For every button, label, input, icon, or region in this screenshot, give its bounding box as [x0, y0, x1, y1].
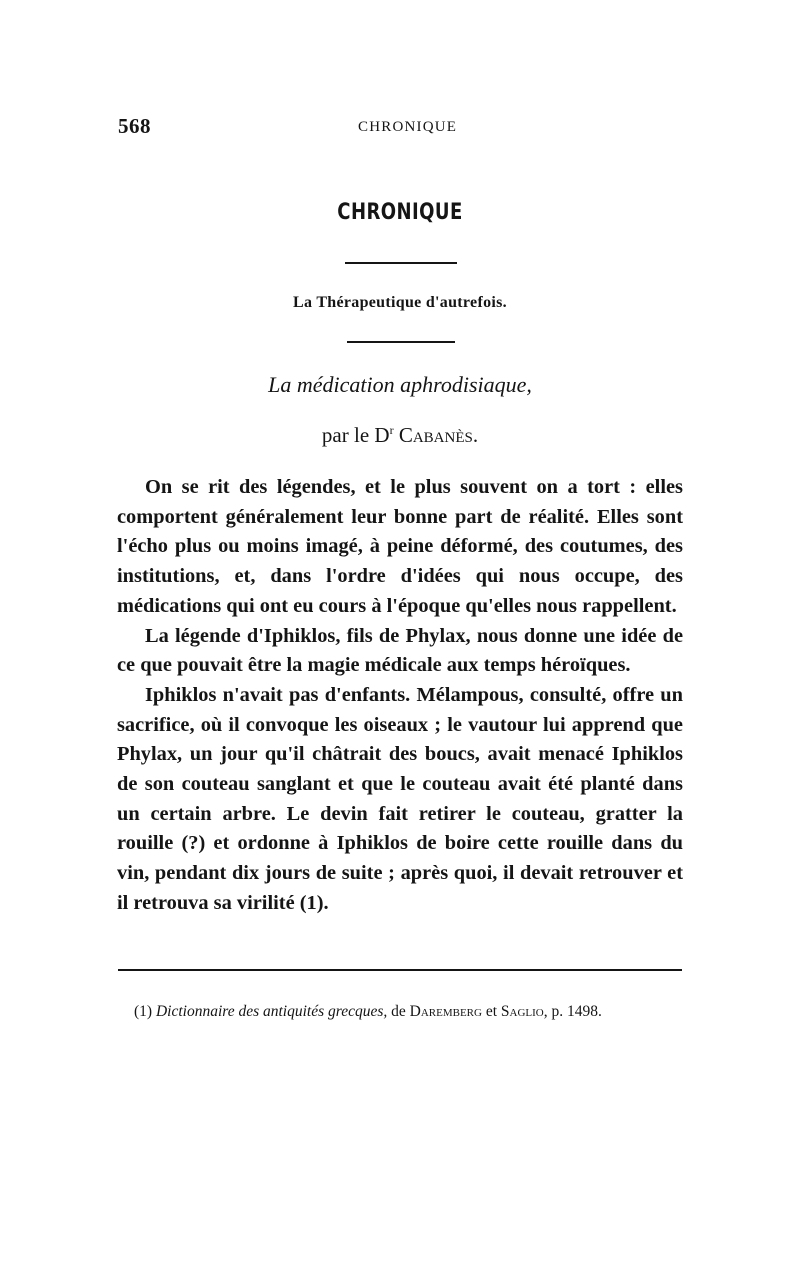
- footnote-separator: [118, 969, 682, 971]
- byline: [0, 423, 800, 448]
- body-paragraph: Iphiklos n'avait pas d'enfants. Mélampous, consulté, offre un sacrifice, où il convoque les oiseaux ; le vautour lui apprend que Phylax, un jour qu'il châtrait des boucs, avait menacé Iphiklos de son couteau sanglant et que le couteau avait été planté dans un certain arbre. Le devin fait retirer le couteau, gratter la rouille (?) et ordonne à Iphiklos de boire cette rouille dans du vin, pendant dix jours de suite ; après quoi, il devait retrouver et il retrouva sa virilité (1).: [117, 683, 683, 914]
- author-name: Cabanès.: [398, 423, 479, 447]
- section-title: CHRONIQUE: [337, 200, 463, 225]
- title-divider-bottom: [347, 341, 455, 343]
- footnote-work-title: Dictionnaire des antiquités grecques,: [155, 1003, 388, 1020]
- footnote-page: p. 1498.: [551, 1003, 602, 1020]
- title-divider-top: [345, 262, 457, 264]
- body-paragraph: On se rit des légendes, et le plus souvent on a tort : elles comportent généralement leur bonne part de réalité. Elles sont l'écho plus ou moins imagé, à peine déformé, des coutumes, des institutions, et, dans l'ordre d'idées qui nous occupe, des médications qui ont eu cours à l'époque qu'elles nous rappellent.: [117, 476, 683, 617]
- body-paragraph: La légende d'Iphiklos, fils de Phylax, nous donne une idée de ce que pouvait être la magie médicale aux temps héroïques.: [117, 624, 683, 677]
- running-head-title: CHRONIQUE: [358, 119, 458, 135]
- article-body: [117, 473, 683, 919]
- footnote-author-1: Daremberg: [409, 1003, 482, 1020]
- footnote: [118, 1002, 682, 1022]
- byline-superscript: r: [389, 423, 394, 437]
- footnote-and: et: [485, 1003, 498, 1020]
- byline-prefix: par le D: [321, 423, 390, 447]
- footnote-marker: (1): [134, 1003, 153, 1020]
- footnote-author-2: Saglio,: [500, 1003, 548, 1020]
- article-title: La médication aphrodisiaque,: [268, 372, 532, 397]
- footnote-by: de: [391, 1003, 406, 1020]
- series-title: La Thérapeutique d'autrefois.: [293, 294, 507, 311]
- page-number: 568: [118, 114, 151, 138]
- running-head: [118, 114, 682, 144]
